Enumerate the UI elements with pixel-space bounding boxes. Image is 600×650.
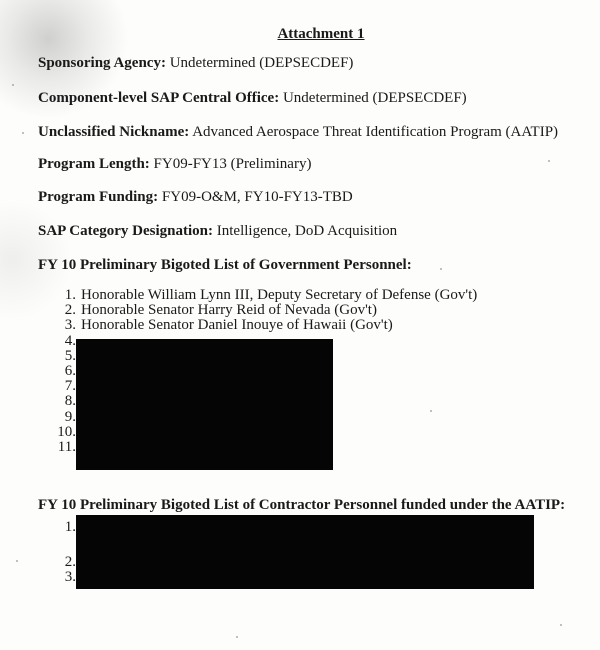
government-list-heading: FY 10 Preliminary Bigoted List of Government Personnel: bbox=[38, 257, 412, 273]
scan-speck bbox=[560, 624, 562, 626]
field-label: Sponsoring Agency: bbox=[38, 55, 166, 71]
list-item bbox=[50, 569, 76, 586]
field-component-office bbox=[38, 90, 467, 107]
field-value: FY09-O&M, FY10-FY13-TBD bbox=[161, 189, 353, 205]
field-value: Advanced Aerospace Threat Identification Program (AATIP) bbox=[192, 124, 559, 140]
field-sponsoring-agency bbox=[38, 55, 353, 72]
list-number: 4. bbox=[64, 332, 76, 349]
list-number: 1. bbox=[64, 287, 76, 303]
list-text: Honorable William Lynn III, Deputy Secretary of Defense (Gov't) bbox=[81, 287, 478, 303]
list-text: Honorable Senator Harry Reid of Nevada (Gov't) bbox=[81, 302, 377, 319]
field-program-funding bbox=[38, 189, 353, 206]
field-label: SAP Category Designation: bbox=[38, 223, 213, 239]
field-sap-category bbox=[38, 223, 397, 240]
list-item bbox=[50, 519, 76, 536]
list-text: Honorable Senator Daniel Inouye of Hawaii (Gov't) bbox=[81, 317, 393, 334]
field-label: Program Length: bbox=[38, 156, 150, 172]
list-number: 3. bbox=[64, 569, 76, 585]
scan-speck bbox=[548, 160, 550, 162]
list-number: 1. bbox=[64, 519, 76, 535]
list-number: 7. bbox=[64, 378, 76, 395]
scan-speck bbox=[236, 636, 238, 638]
field-value: Undetermined (DEPSECDEF) bbox=[169, 55, 354, 71]
list-item bbox=[50, 303, 477, 318]
contractor-list-heading: FY 10 Preliminary Bigoted List of Contractor Personnel funded under the AATIP: bbox=[38, 497, 566, 513]
list-number: 8. bbox=[64, 393, 76, 410]
redaction-block bbox=[76, 339, 333, 470]
field-label: Program Funding: bbox=[38, 189, 159, 205]
list-number: 2. bbox=[64, 302, 76, 319]
scan-speck bbox=[16, 560, 18, 562]
list-item bbox=[50, 288, 477, 303]
field-value: Intelligence, DoD Acquisition bbox=[216, 223, 398, 239]
field-program-length bbox=[38, 156, 311, 173]
field-label: Component-level SAP Central Office: bbox=[38, 90, 280, 106]
list-number: 5. bbox=[64, 347, 76, 364]
scan-speck bbox=[12, 84, 14, 86]
field-unclassified-nickname bbox=[38, 124, 558, 141]
scan-speck bbox=[22, 132, 24, 134]
list-number: 10. bbox=[57, 423, 76, 440]
list-number: 3. bbox=[64, 317, 76, 334]
scan-speck bbox=[440, 268, 442, 270]
list-number: 11. bbox=[57, 438, 76, 455]
title-text: Attachment 1 bbox=[277, 26, 365, 42]
list-number: 2. bbox=[64, 554, 76, 570]
redaction-block bbox=[76, 515, 534, 589]
field-value: Undetermined (DEPSECDEF) bbox=[282, 90, 467, 106]
field-value: FY09-FY13 (Preliminary) bbox=[153, 156, 312, 172]
document-title bbox=[0, 26, 600, 43]
list-item bbox=[50, 318, 477, 333]
list-number: 9. bbox=[64, 408, 76, 425]
list-number: 6. bbox=[64, 362, 76, 379]
field-label: Unclassified Nickname: bbox=[38, 124, 190, 140]
